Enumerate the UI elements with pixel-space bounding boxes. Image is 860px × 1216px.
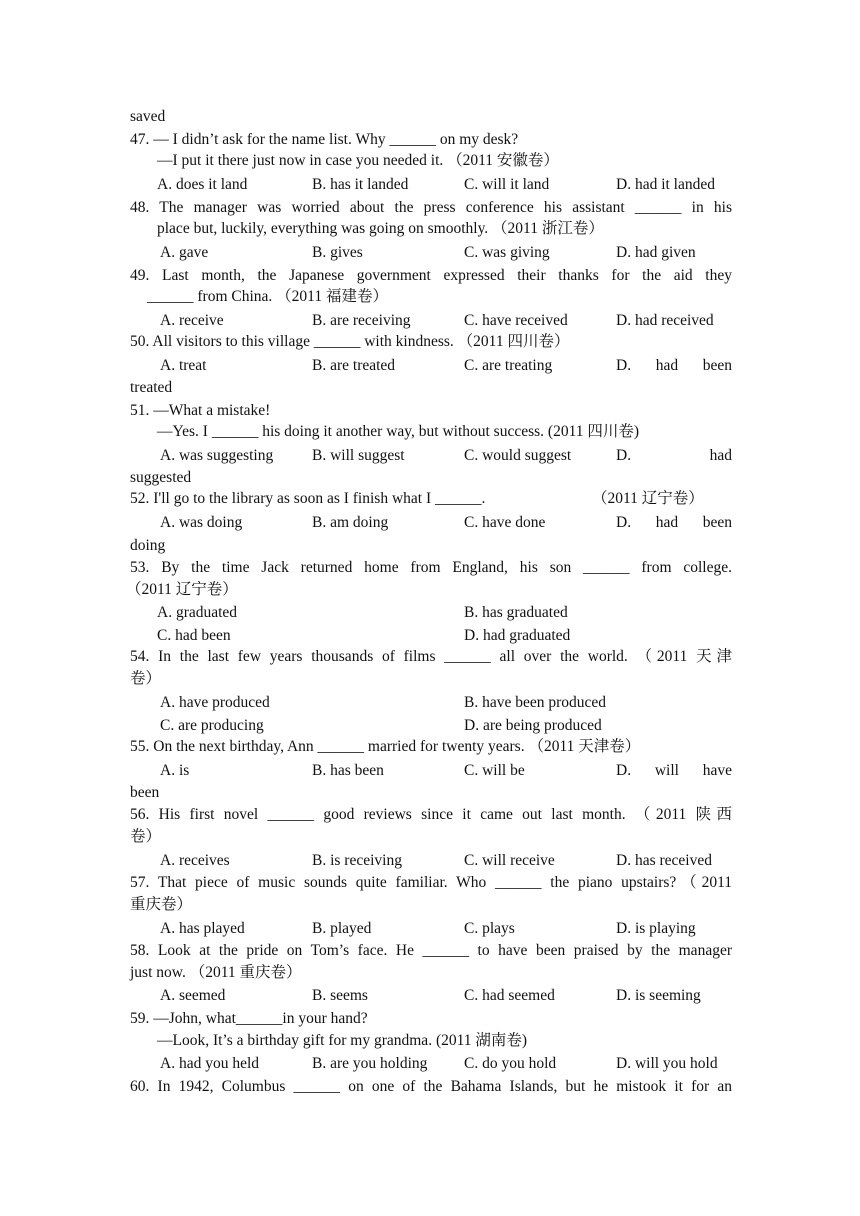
- question-55-option-d-continued: been: [130, 784, 160, 801]
- question-56-option-d: D. has received: [616, 852, 712, 869]
- question-52-option-d-continued: doing: [130, 537, 166, 554]
- question-53-stem: 53. By the time Jack returned home from England, his son ______ from college.: [130, 559, 732, 576]
- question-59-option-d: D. will you hold: [616, 1055, 718, 1072]
- question-47-option-a: A. does it land: [157, 176, 248, 193]
- question-51-option-d-continued: suggested: [130, 469, 192, 486]
- question-49-option-a: A. receive: [160, 312, 224, 329]
- question-55-option-c: C. will be: [464, 762, 525, 779]
- question-55-option-a: A. is: [160, 762, 190, 779]
- question-57-stem: 57. That piece of music sounds quite familiar. Who ______ the piano upstairs?（2011: [130, 874, 732, 891]
- question-47-reply: —I put it there just now in case you needed it. （2011 安徽卷）: [157, 152, 559, 169]
- question-56-option-c: C. will receive: [464, 852, 555, 869]
- question-53-source: （2011 辽宁卷）: [126, 581, 238, 598]
- question-52-option-b: B. am doing: [312, 514, 389, 531]
- question-51-option-b: B. will suggest: [312, 447, 405, 464]
- question-52-stem: 52. I'll go to the library as soon as I finish what I ______.: [130, 490, 486, 507]
- question-51-option-d: D. had: [616, 447, 732, 464]
- question-47-option-b: B. has it landed: [312, 176, 409, 193]
- question-49-option-d: D. had received: [616, 312, 714, 329]
- question-54-stem-continued: 卷）: [130, 670, 162, 687]
- question-60-stem: 60. In 1942, Columbus ______ on one of the Bahama Islands, but he mistook it for an: [130, 1078, 732, 1095]
- question-58-option-d: D. is seeming: [616, 987, 701, 1004]
- question-52-option-a: A. was doing: [160, 514, 243, 531]
- question-52-source: （2011 辽宁卷）: [592, 490, 704, 507]
- continued-answer-fragment: saved: [130, 108, 166, 125]
- question-47-stem: 47. — I didn’t ask for the name list. Why ______ on my desk?: [130, 131, 519, 148]
- question-55-stem: 55. On the next birthday, Ann ______ married for twenty years. （2011 天津卷）: [130, 738, 641, 755]
- question-56-stem: 56. His first novel ______ good reviews since it came out last month. （2011 陕西: [130, 806, 732, 823]
- question-56-option-b: B. is receiving: [312, 852, 402, 869]
- question-59-option-c: C. do you hold: [464, 1055, 557, 1072]
- question-50-option-c: C. are treating: [464, 357, 553, 374]
- question-48-stem-continued: place but, luckily, everything was going on smoothly. （2011 浙江卷）: [157, 220, 604, 237]
- question-48-option-c: C. was giving: [464, 244, 550, 261]
- question-56-stem-continued: 卷）: [130, 828, 162, 845]
- question-53-option-b: B. has graduated: [464, 604, 568, 621]
- question-51-option-c: C. would suggest: [464, 447, 572, 464]
- question-47-option-c: C. will it land: [464, 176, 550, 193]
- question-52-option-c: C. have done: [464, 514, 546, 531]
- question-48-option-d: D. had given: [616, 244, 696, 261]
- question-49-option-c: C. have received: [464, 312, 568, 329]
- question-52-option-d: D. had been: [616, 514, 732, 531]
- question-54-option-a: A. have produced: [160, 694, 270, 711]
- question-58-stem: 58. Look at the pride on Tom’s face. He ______ to have been praised by the manager: [130, 942, 732, 959]
- question-57-option-c: C. plays: [464, 920, 515, 937]
- question-50-option-d-continued: treated: [130, 379, 173, 396]
- question-58-option-c: C. had seemed: [464, 987, 555, 1004]
- question-59-stem: 59. —John, what______in your hand?: [130, 1010, 368, 1027]
- question-57-option-a: A. has played: [160, 920, 245, 937]
- question-58-option-a: A. seemed: [160, 987, 226, 1004]
- question-53-option-d: D. had graduated: [464, 627, 571, 644]
- question-56-option-a: A. receives: [160, 852, 230, 869]
- question-54-option-c: C. are producing: [160, 717, 264, 734]
- question-54-option-b: B. have been produced: [464, 694, 607, 711]
- question-51-stem: 51. —What a mistake!: [130, 402, 271, 419]
- question-53-option-a: A. graduated: [157, 604, 238, 621]
- question-55-option-b: B. has been: [312, 762, 384, 779]
- question-48-option-b: B. gives: [312, 244, 363, 261]
- question-57-stem-continued: 重庆卷）: [130, 896, 193, 913]
- question-50-stem: 50. All visitors to this village ______ with kindness. （2011 四川卷）: [130, 333, 570, 350]
- question-57-option-d: D. is playing: [616, 920, 696, 937]
- question-48-stem: 48. The manager was worried about the press conference his assistant ______ in his: [130, 199, 732, 216]
- question-49-stem: 49. Last month, the Japanese government expressed their thanks for the aid they: [130, 267, 732, 284]
- question-51-option-a: A. was suggesting: [160, 447, 274, 464]
- question-51-reply: —Yes. I ______ his doing it another way, but without success. (2011 四川卷): [157, 423, 640, 440]
- question-59-reply: —Look, It’s a birthday gift for my grandma. (2011 湖南卷): [157, 1032, 528, 1049]
- question-50-option-a: A. treat: [160, 357, 207, 374]
- question-48-option-a: A. gave: [160, 244, 209, 261]
- question-54-stem: 54. In the last few years thousands of films ______ all over the world. （2011 天津: [130, 648, 732, 665]
- question-58-stem-continued: just now. （2011 重庆卷）: [130, 964, 302, 981]
- question-49-option-b: B. are receiving: [312, 312, 411, 329]
- question-49-stem-continued: ______ from China. （2011 福建卷）: [147, 288, 388, 305]
- question-50-option-b: B. are treated: [312, 357, 396, 374]
- question-59-option-a: A. had you held: [160, 1055, 260, 1072]
- question-54-option-d: D. are being produced: [464, 717, 602, 734]
- question-57-option-b: B. played: [312, 920, 372, 937]
- question-59-option-b: B. are you holding: [312, 1055, 428, 1072]
- question-53-option-c: C. had been: [157, 627, 231, 644]
- question-55-option-d: D. will have: [616, 762, 732, 779]
- question-47-option-d: D. had it landed: [616, 176, 716, 193]
- question-58-option-b: B. seems: [312, 987, 368, 1004]
- question-50-option-d: D. had been: [616, 357, 732, 374]
